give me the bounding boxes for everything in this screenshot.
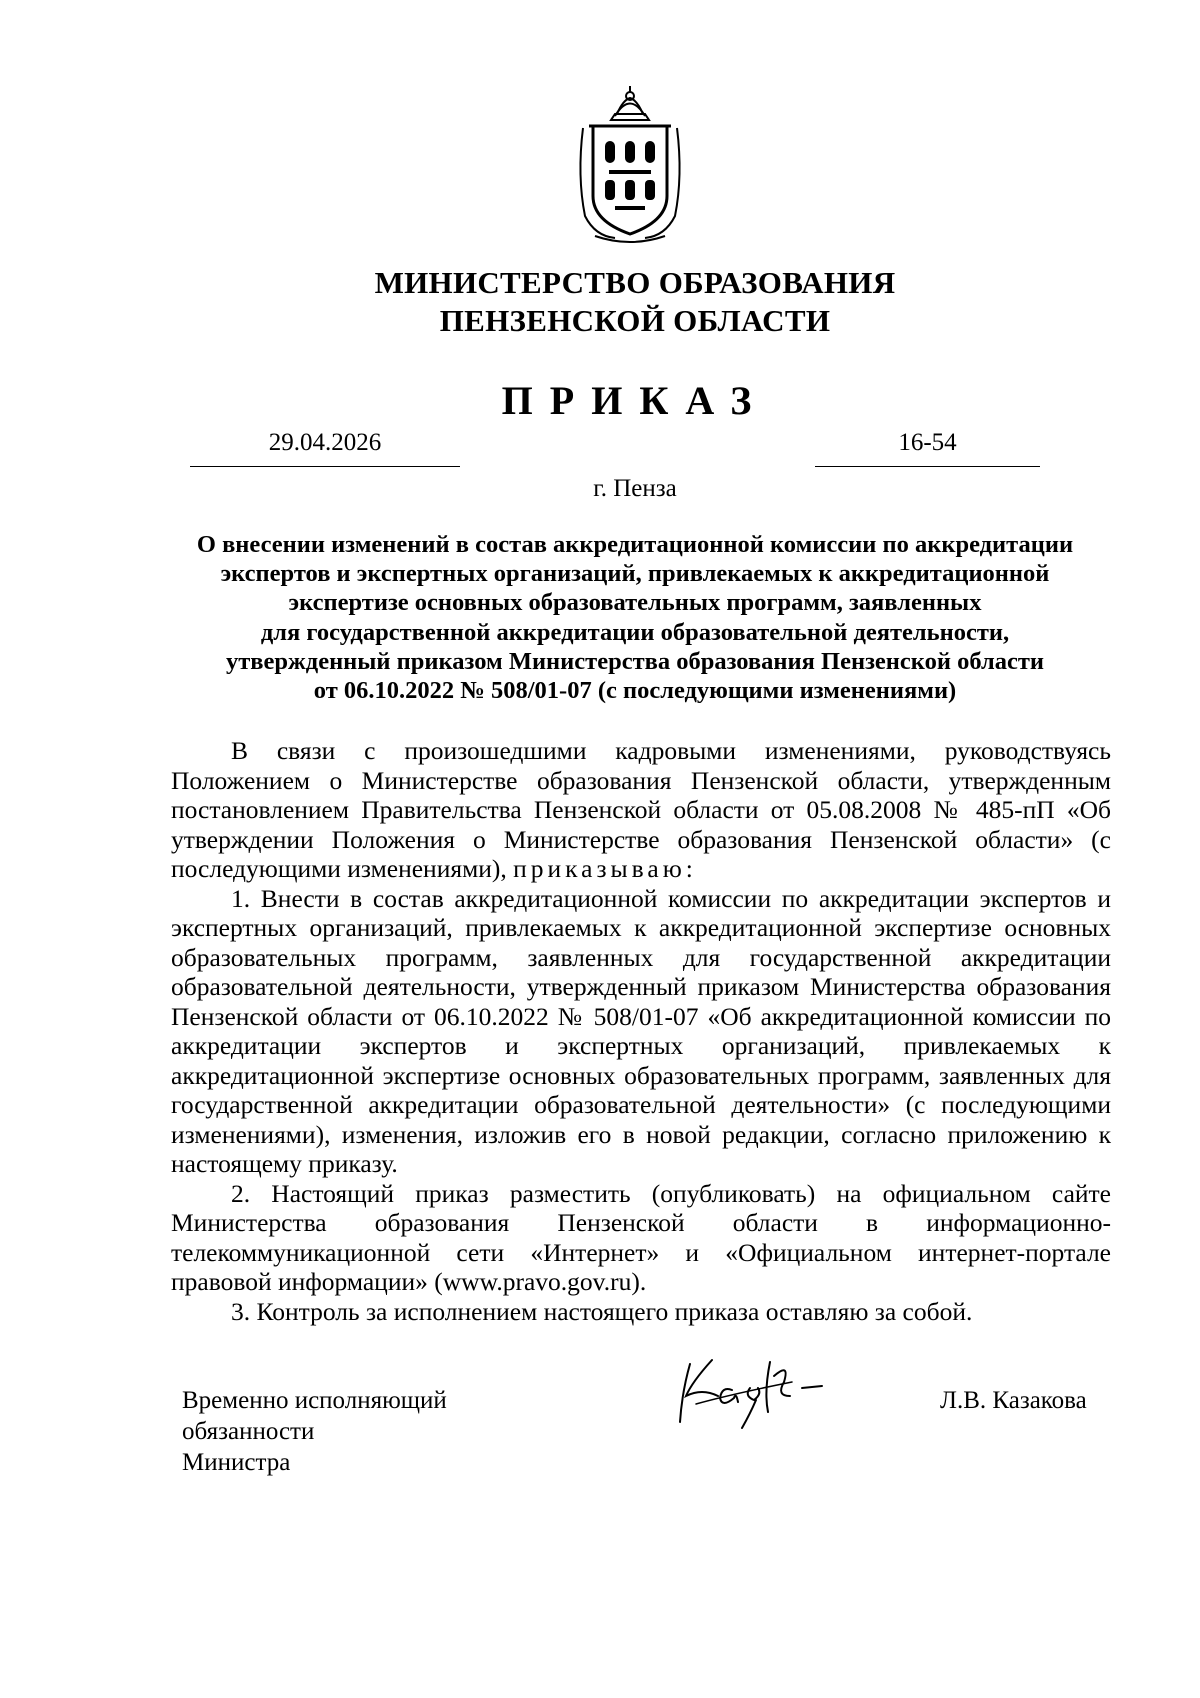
order-item-1: 1. Внести в состав аккредитационной комиссии по аккредитации экспертов и экспертных организаций, привлекаемых к аккредитационной экспертизе основных образовательных программ, заявленных для государственной аккредитации образовательной деятельности, утвержденный приказом Министерства образования Пензенской области от 06.10.2022 № 508/01-07 «Об аккредитационной комиссии по аккредитации экспертов и экспертных организаций, привлекаемых к аккредитационной экспертизе основных образовательных программ, заявленных для государственной аккредитации образовательной деятельности» (с последующими изменениями), изменения, изложив его в новой редакции, согласно приложению к настоящему приказу. xyxy=(171,883,1111,1178)
subject-line: от 06.10.2022 № 508/01-07 (с последующими изменениями) xyxy=(313,677,957,705)
signatory-position xyxy=(182,1385,447,1478)
subject-line: утвержденный приказом Министерства образования Пензенской области xyxy=(226,647,1044,675)
order-word: приказываю: xyxy=(513,854,697,883)
preamble-text: В связи с произошедшими кадровыми изменениями, руководствуясь Положением о Министерстве образования Пензенской области, утвержденным постановлением Правительства Пензенской области от 05.08.2008 № 485-пП «Об утверждении Положения о Министерстве образования Пензенской области» (с последующими изменениями), xyxy=(171,736,1111,883)
coat-of-arms-icon xyxy=(575,86,685,248)
position-line: Временно исполняющий xyxy=(182,1387,447,1414)
position-line: Министра xyxy=(182,1449,291,1476)
order-body xyxy=(171,736,1111,1326)
position-line: обязанности xyxy=(182,1418,315,1445)
subject-line: экспертов и экспертных организаций, привлекаемых к аккредитационной xyxy=(220,560,1050,588)
order-item-2: 2. Настоящий приказ разместить (опубликовать) на официальном сайте Министерства образования Пензенской области в информационно-телекоммуникационной сети «Интернет» и «Официальном интернет-портале правовой информации» (www.pravo.gov.ru). xyxy=(171,1178,1111,1296)
city: г. Пенза xyxy=(593,475,677,502)
ministry-line-2: ПЕНЗЕНСКОЙ ОБЛАСТИ xyxy=(439,303,831,338)
document-type: ПРИКАЗ xyxy=(501,378,769,423)
signatory-name: Л.В. Казакова xyxy=(940,1387,1087,1414)
order-number: 16-54 xyxy=(815,428,1040,467)
ministry-name xyxy=(0,264,1200,340)
subject-line: для государственной аккредитации образовательной деятельности, xyxy=(260,618,1010,646)
preamble-paragraph xyxy=(171,736,1111,884)
order-date: 29.04.2026 xyxy=(190,428,460,467)
subject-line: экспертизе основных образовательных программ, заявленных xyxy=(288,589,982,617)
ministry-line-1: МИНИСТЕРСТВО ОБРАЗОВАНИЯ xyxy=(374,265,896,300)
handwritten-signature xyxy=(672,1352,842,1432)
order-subject xyxy=(170,530,1100,705)
subject-line: О внесении изменений в состав аккредитационной комиссии по аккредитации xyxy=(196,531,1074,558)
order-item-3: 3. Контроль за исполнением настоящего приказа оставляю за собой. xyxy=(231,1296,973,1326)
